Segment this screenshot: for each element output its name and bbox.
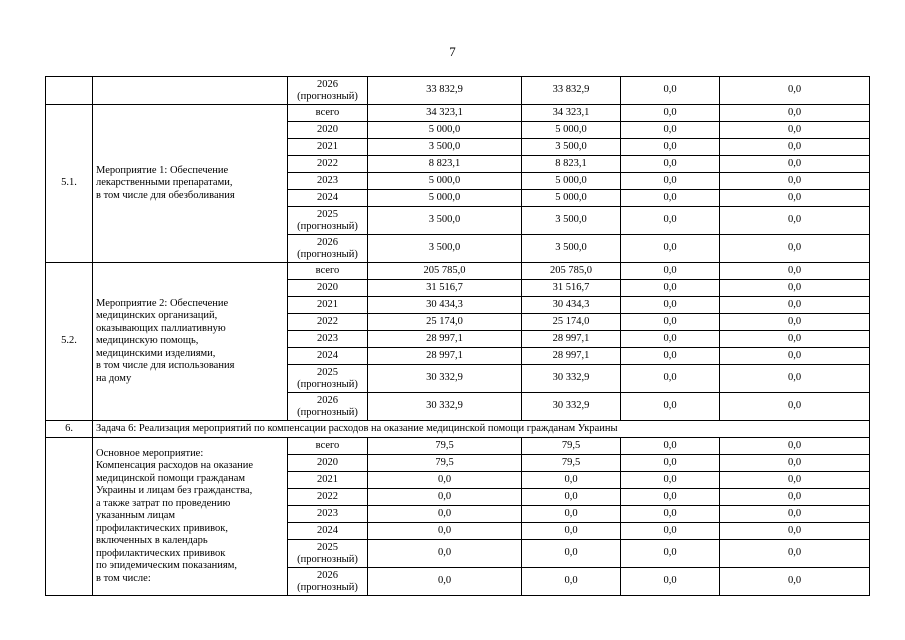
federal-budget-cell: 0,0 xyxy=(621,365,720,393)
total-value-cell: 3 500,0 xyxy=(368,207,522,235)
regional-budget-cell: 30 332,9 xyxy=(522,365,621,393)
other-sources-cell: 0,0 xyxy=(720,297,870,314)
measure-name-line: медицинскую помощь, xyxy=(96,335,199,347)
regional-budget-cell: 3 500,0 xyxy=(522,139,621,156)
regional-budget-cell: 33 832,9 xyxy=(522,77,621,105)
year-cell: 2025 (прогнозный) xyxy=(288,207,368,235)
budget-table-body xyxy=(46,77,870,596)
other-sources-cell: 0,0 xyxy=(720,105,870,122)
total-value-cell: 0,0 xyxy=(368,523,522,540)
measure-name-line: медицинскими изделиями, xyxy=(96,347,216,359)
year-cell: 2024 xyxy=(288,190,368,207)
measure-name-line: Украины и лицам без гражданства, xyxy=(96,485,253,497)
regional-budget-cell: 5 000,0 xyxy=(522,122,621,139)
other-sources-cell: 0,0 xyxy=(720,472,870,489)
other-sources-cell: 0,0 xyxy=(720,455,870,472)
federal-budget-cell: 0,0 xyxy=(621,455,720,472)
regional-budget-cell: 28 997,1 xyxy=(522,331,621,348)
federal-budget-cell: 0,0 xyxy=(621,523,720,540)
task-heading-cell: Задача 6: Реализация мероприятий по компенсации расходов на оказание медицинской помощи гражданам Украины xyxy=(93,421,870,438)
regional-budget-cell: 30 332,9 xyxy=(522,393,621,421)
year-cell: 2025 (прогнозный) xyxy=(288,365,368,393)
year-cell: 2026 (прогнозный) xyxy=(288,77,368,105)
total-value-cell: 0,0 xyxy=(368,506,522,523)
total-value-cell: 25 174,0 xyxy=(368,314,522,331)
year-cell: 2020 xyxy=(288,122,368,139)
measure-name-line: Мероприятие 2: Обеспечение xyxy=(96,297,229,309)
regional-budget-cell: 25 174,0 xyxy=(522,314,621,331)
other-sources-cell: 0,0 xyxy=(720,489,870,506)
year-cell: 2022 xyxy=(288,156,368,173)
regional-budget-cell: 30 434,3 xyxy=(522,297,621,314)
total-value-cell: 79,5 xyxy=(368,438,522,455)
measure-name-line: включенных в календарь xyxy=(96,535,208,547)
other-sources-cell: 0,0 xyxy=(720,207,870,235)
regional-budget-cell: 79,5 xyxy=(522,438,621,455)
total-value-cell: 0,0 xyxy=(368,540,522,568)
measure-name-line: в том числе: xyxy=(96,572,151,584)
federal-budget-cell: 0,0 xyxy=(621,77,720,105)
federal-budget-cell: 0,0 xyxy=(621,438,720,455)
measure-name-line: на дому xyxy=(96,372,132,384)
table-row xyxy=(46,77,870,105)
regional-budget-cell: 205 785,0 xyxy=(522,263,621,280)
measure-name-line: медицинской помощи гражданам xyxy=(96,472,245,484)
total-value-cell: 30 332,9 xyxy=(368,365,522,393)
other-sources-cell: 0,0 xyxy=(720,568,870,596)
year-cell: 2024 xyxy=(288,523,368,540)
measure-name-line: указанным лицам xyxy=(96,510,176,522)
regional-budget-cell: 34 323,1 xyxy=(522,105,621,122)
other-sources-cell: 0,0 xyxy=(720,235,870,263)
total-value-cell: 79,5 xyxy=(368,455,522,472)
total-value-cell: 3 500,0 xyxy=(368,235,522,263)
regional-budget-cell: 3 500,0 xyxy=(522,207,621,235)
total-value-cell: 30 434,3 xyxy=(368,297,522,314)
total-value-cell: 34 323,1 xyxy=(368,105,522,122)
other-sources-cell: 0,0 xyxy=(720,280,870,297)
year-cell: 2026 (прогнозный) xyxy=(288,568,368,596)
federal-budget-cell: 0,0 xyxy=(621,235,720,263)
measure-name-cell xyxy=(93,438,288,596)
measure-name-line: лекарственными препаратами, xyxy=(96,177,233,189)
total-value-cell: 0,0 xyxy=(368,568,522,596)
federal-budget-cell: 0,0 xyxy=(621,331,720,348)
other-sources-cell: 0,0 xyxy=(720,348,870,365)
federal-budget-cell: 0,0 xyxy=(621,139,720,156)
measure-name-line: профилактических прививок, xyxy=(96,522,228,534)
federal-budget-cell: 0,0 xyxy=(621,348,720,365)
regional-budget-cell: 0,0 xyxy=(522,472,621,489)
other-sources-cell: 0,0 xyxy=(720,122,870,139)
measure-name-line: профилактических прививок xyxy=(96,547,226,559)
year-cell: 2021 xyxy=(288,472,368,489)
total-value-cell: 28 997,1 xyxy=(368,348,522,365)
federal-budget-cell: 0,0 xyxy=(621,263,720,280)
number-cell: 6. xyxy=(46,421,93,438)
federal-budget-cell: 0,0 xyxy=(621,122,720,139)
federal-budget-cell: 0,0 xyxy=(621,393,720,421)
measure-name-line: по эпидемическим показаниям, xyxy=(96,560,237,572)
regional-budget-cell: 28 997,1 xyxy=(522,348,621,365)
regional-budget-cell: 3 500,0 xyxy=(522,235,621,263)
total-value-cell: 5 000,0 xyxy=(368,190,522,207)
measure-name-line: в том числе для обезболивания xyxy=(96,189,235,201)
year-cell: 2023 xyxy=(288,331,368,348)
total-value-cell: 5 000,0 xyxy=(368,122,522,139)
total-value-cell: 0,0 xyxy=(368,489,522,506)
total-value-cell: 31 516,7 xyxy=(368,280,522,297)
total-value-cell: 8 823,1 xyxy=(368,156,522,173)
federal-budget-cell: 0,0 xyxy=(621,105,720,122)
other-sources-cell: 0,0 xyxy=(720,540,870,568)
table-row xyxy=(46,105,870,122)
other-sources-cell: 0,0 xyxy=(720,139,870,156)
number-cell: 5.2. xyxy=(46,263,93,421)
total-value-cell: 205 785,0 xyxy=(368,263,522,280)
total-value-cell: 5 000,0 xyxy=(368,173,522,190)
federal-budget-cell: 0,0 xyxy=(621,173,720,190)
total-value-cell: 28 997,1 xyxy=(368,331,522,348)
other-sources-cell: 0,0 xyxy=(720,506,870,523)
federal-budget-cell: 0,0 xyxy=(621,568,720,596)
federal-budget-cell: 0,0 xyxy=(621,506,720,523)
measure-name-line: оказывающих паллиативную xyxy=(96,322,226,334)
total-value-cell: 30 332,9 xyxy=(368,393,522,421)
measure-name-line: Мероприятие 1: Обеспечение xyxy=(96,164,229,176)
regional-budget-cell: 0,0 xyxy=(522,523,621,540)
federal-budget-cell: 0,0 xyxy=(621,190,720,207)
measure-name-line: Компенсация расходов на оказание xyxy=(96,460,254,472)
other-sources-cell: 0,0 xyxy=(720,523,870,540)
table-row xyxy=(46,438,870,455)
year-cell: 2022 xyxy=(288,489,368,506)
regional-budget-cell: 8 823,1 xyxy=(522,156,621,173)
regional-budget-cell: 0,0 xyxy=(522,489,621,506)
year-cell: 2026 (прогнозный) xyxy=(288,235,368,263)
number-cell xyxy=(46,438,93,596)
year-cell: 2026 (прогнозный) xyxy=(288,393,368,421)
year-cell: всего xyxy=(288,105,368,122)
measure-name-line: а также затрат по проведению xyxy=(96,497,231,509)
total-value-cell: 0,0 xyxy=(368,472,522,489)
year-cell: 2025 (прогнозный) xyxy=(288,540,368,568)
regional-budget-cell: 0,0 xyxy=(522,540,621,568)
federal-budget-cell: 0,0 xyxy=(621,489,720,506)
year-cell: 2021 xyxy=(288,297,368,314)
table-row xyxy=(46,421,870,438)
year-cell: 2022 xyxy=(288,314,368,331)
year-cell: 2020 xyxy=(288,455,368,472)
federal-budget-cell: 0,0 xyxy=(621,297,720,314)
year-cell: 2024 xyxy=(288,348,368,365)
other-sources-cell: 0,0 xyxy=(720,263,870,280)
page-number: 7 xyxy=(449,44,456,59)
other-sources-cell: 0,0 xyxy=(720,331,870,348)
measure-name-line: в том числе для использования xyxy=(96,360,235,372)
year-cell: 2020 xyxy=(288,280,368,297)
federal-budget-cell: 0,0 xyxy=(621,540,720,568)
federal-budget-cell: 0,0 xyxy=(621,472,720,489)
measure-name-cell xyxy=(93,105,288,263)
measure-name-line: Основное мероприятие: xyxy=(96,447,204,459)
other-sources-cell: 0,0 xyxy=(720,173,870,190)
regional-budget-cell: 31 516,7 xyxy=(522,280,621,297)
other-sources-cell: 0,0 xyxy=(720,438,870,455)
budget-table xyxy=(45,76,870,596)
total-value-cell: 3 500,0 xyxy=(368,139,522,156)
year-cell: всего xyxy=(288,438,368,455)
year-cell: 2021 xyxy=(288,139,368,156)
other-sources-cell: 0,0 xyxy=(720,393,870,421)
year-cell: 2023 xyxy=(288,506,368,523)
regional-budget-cell: 79,5 xyxy=(522,455,621,472)
federal-budget-cell: 0,0 xyxy=(621,207,720,235)
number-cell xyxy=(46,77,93,105)
regional-budget-cell: 5 000,0 xyxy=(522,173,621,190)
measure-name-cell xyxy=(93,263,288,421)
other-sources-cell: 0,0 xyxy=(720,156,870,173)
total-value-cell: 33 832,9 xyxy=(368,77,522,105)
other-sources-cell: 0,0 xyxy=(720,190,870,207)
regional-budget-cell: 0,0 xyxy=(522,568,621,596)
federal-budget-cell: 0,0 xyxy=(621,280,720,297)
other-sources-cell: 0,0 xyxy=(720,365,870,393)
year-cell: 2023 xyxy=(288,173,368,190)
other-sources-cell: 0,0 xyxy=(720,314,870,331)
year-cell: всего xyxy=(288,263,368,280)
measure-name-cell xyxy=(93,77,288,105)
regional-budget-cell: 5 000,0 xyxy=(522,190,621,207)
federal-budget-cell: 0,0 xyxy=(621,156,720,173)
other-sources-cell: 0,0 xyxy=(720,77,870,105)
federal-budget-cell: 0,0 xyxy=(621,314,720,331)
regional-budget-cell: 0,0 xyxy=(522,506,621,523)
number-cell: 5.1. xyxy=(46,105,93,263)
measure-name-line: медицинских организаций, xyxy=(96,310,218,322)
table-row xyxy=(46,263,870,280)
